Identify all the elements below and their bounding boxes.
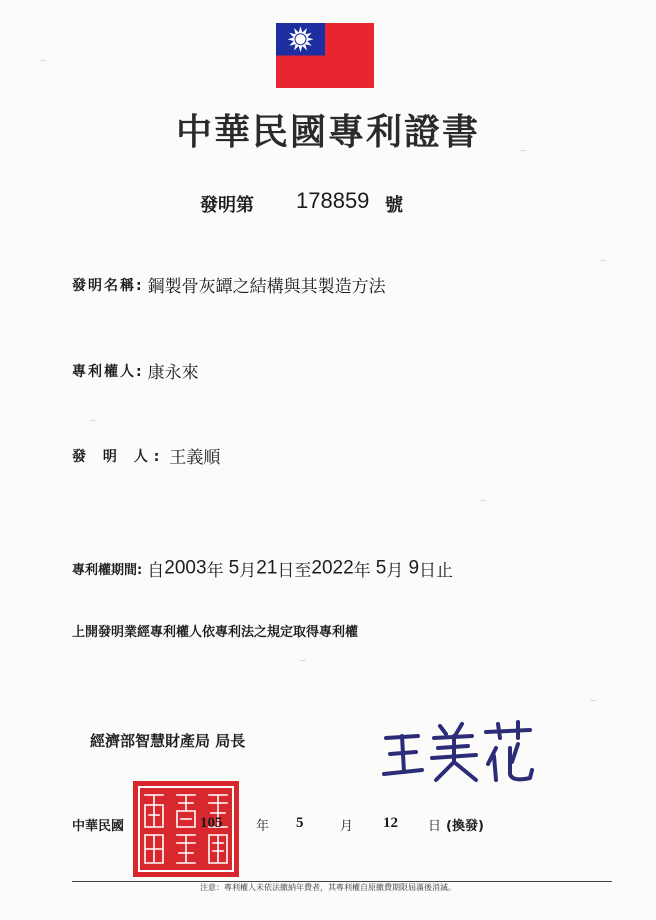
term-from-day: 21 [256,557,278,579]
term-month-char: 月 [239,561,257,581]
issue-date-row [0,815,656,839]
certificate-number-suffix: 號 [385,195,403,216]
certificate-number-row [0,188,656,218]
flag-icon [276,23,374,88]
patentee-label: 專利權人: [72,363,144,380]
issue-day-char: 日 [428,819,442,834]
certificate-number-label: 發明第 [200,195,254,216]
certificate-number: 178859 [296,188,370,213]
inventor-row [72,443,220,468]
statement-text: 上開發明業經專利權人依專利法之規定取得專利權 [72,625,359,640]
term-to-day: 9 [408,557,420,579]
paper-fleck [90,420,96,421]
paper-fleck [480,500,486,501]
footnote-text: 注意：專利權人未依法繳納年費者，其專利權自原繳費期限屆滿後消滅。 [200,883,456,892]
issue-date-label: 中華民國 [72,819,125,834]
issue-month-char: 月 [340,819,354,834]
paper-fleck [590,700,596,701]
certificate-title: 中華民國專利證書 [175,111,480,153]
inventor-value: 王義順 [169,448,221,468]
term-day-char: 日 [277,561,295,581]
term-end-char: 日止 [419,561,454,581]
patentee-row [72,358,199,383]
inventor-label: 發 明 人: [72,448,166,465]
term-from-month: 5 [228,557,240,579]
term-year-char-2: 年 [353,561,371,581]
paper-fleck [300,660,306,661]
term-to-month: 5 [375,557,387,579]
issuer-title: 經濟部智慧財產局 局長 [90,732,246,750]
issue-year-char: 年 [256,819,270,834]
issue-day: 12 [383,815,398,831]
signature-icon [378,718,538,788]
paper-fleck [40,60,46,61]
term-month-char-2: 月 [386,561,404,581]
term-to-prefix: 至 [294,561,312,581]
issue-note: (換發) [446,819,484,834]
issue-year: 105 [200,815,223,831]
term-from-year: 2003 [164,557,207,579]
patentee-value: 康永來 [147,363,199,383]
invention-name-value: 鋼製骨灰罈之結構與其製造方法 [147,277,386,297]
term-year-char: 年 [206,561,224,581]
paper-fleck [600,260,606,261]
patent-term-label: 專利權期間: [72,563,143,578]
invention-name-label: 發明名稱: [72,277,144,294]
term-from-prefix: 自 [147,561,165,581]
term-to-year: 2022 [311,557,354,579]
invention-name-row [72,272,386,297]
patent-term-row [72,556,453,581]
issue-month: 5 [296,815,304,831]
